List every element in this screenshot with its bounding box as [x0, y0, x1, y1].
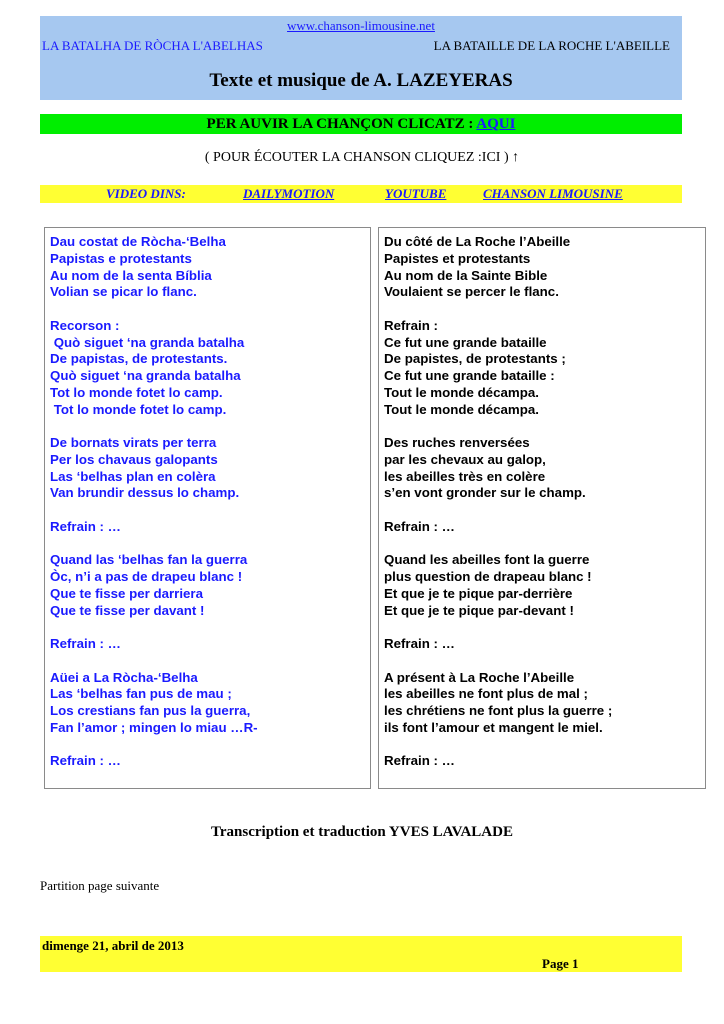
lyric-line: Refrain : — [384, 317, 438, 333]
lyric-line: Et que je te pique par-derrière — [384, 585, 573, 601]
video-label: VIDEO DINS: — [106, 186, 186, 201]
lyric-line: A présent à La Roche l’Abeille — [384, 669, 575, 685]
lyric-line: Tout le monde décampa. — [384, 384, 539, 400]
next-page-note: Partition page suivante — [40, 878, 160, 893]
lyric-line: Refrain : … — [384, 753, 455, 769]
lyric-line: Ce fut une grande bataille : — [384, 368, 555, 383]
lyric-line: Quò siguet ‘na granda batalha — [50, 368, 241, 383]
stanza — [50, 234, 370, 301]
lyric-line: Volian se picar lo flanc. — [50, 284, 197, 300]
lyric-line: Per los chavaus galopants — [50, 451, 218, 467]
youtube-link[interactable]: YOUTUBE — [385, 186, 447, 201]
lyric-line: Quò siguet ‘na granda batalha — [50, 334, 245, 350]
chanson-limousine-link[interactable]: CHANSON LIMOUSINE — [483, 186, 623, 201]
lyric-line: Refrain : … — [50, 636, 121, 651]
lyric-line: Refrain : … — [384, 518, 455, 534]
lyrics-french-box — [378, 227, 706, 789]
lyric-line: De papistes, de protestants ; — [384, 351, 566, 367]
stanza — [384, 234, 705, 301]
lyric-line: Òc, n’i a pas de drapeu blanc ! — [50, 569, 243, 584]
lyric-line: Voulaient se percer le flanc. — [384, 284, 559, 300]
footer-date: dimenge 21, abril de 2013 — [42, 938, 184, 953]
footer-banner — [40, 936, 682, 972]
credit-line: Transcription et traduction YVES LAVALADE — [211, 824, 513, 840]
stanza — [50, 552, 370, 619]
lyric-line: Au nom de la Sainte Bible — [384, 267, 548, 283]
lyric-line: Que te fisse per darriera — [50, 585, 203, 601]
stanza — [50, 753, 370, 770]
lyric-line: Des ruches renversées — [384, 435, 530, 450]
lyric-line: Au nom de la senta Bíblia — [50, 267, 212, 283]
lyric-line: les abeilles très en colère — [384, 468, 546, 484]
dailymotion-link[interactable]: DAILYMOTION — [243, 186, 335, 201]
lyric-line: les abeilles ne font plus de mal ; — [384, 686, 588, 702]
lyric-line: Las ‘belhas plan en colèra — [50, 468, 216, 484]
lyric-line: par les chevaux au galop, — [384, 451, 546, 467]
stanza — [50, 435, 370, 502]
header-banner — [40, 16, 682, 100]
stanza — [50, 318, 370, 419]
stanza — [50, 519, 370, 536]
stanza — [50, 670, 370, 737]
lyric-line: plus question de drapeau blanc ! — [384, 569, 592, 584]
listen-french-note: ( POUR ÉCOUTER LA CHANSON CLIQUEZ :ICI ) ↑ — [204, 150, 520, 165]
lyric-line: Aüei a La Ròcha-‘Belha — [50, 669, 198, 685]
lyrics-occitan-box — [44, 227, 371, 789]
video-banner — [40, 185, 682, 203]
page-number: Page 1 — [542, 956, 579, 971]
lyric-line: Refrain : … — [384, 636, 455, 651]
lyric-line: De papistas, de protestants. — [50, 351, 228, 367]
lyric-line: Que te fisse per davant ! — [50, 602, 205, 618]
stanza — [384, 519, 705, 536]
stanza — [384, 670, 705, 737]
lyric-line: Ce fut une grande bataille — [384, 334, 547, 350]
lyric-line: Van brundir dessus lo champ. — [50, 485, 240, 501]
stanza — [384, 636, 705, 653]
lyric-line: s’en vont gronder sur le champ. — [384, 485, 586, 501]
stanza — [384, 753, 705, 770]
lyric-line: Las ‘belhas fan pus de mau ; — [50, 686, 232, 702]
lyric-line: Tot lo monde fotet lo camp. — [50, 384, 223, 400]
song-title-french: LA BATAILLE DE LA ROCHE L'ABEILLE — [433, 38, 670, 53]
lyric-line: Papistes et protestants — [384, 250, 531, 266]
stanza — [384, 435, 705, 502]
listen-here-link[interactable]: AQUI — [476, 116, 516, 132]
stanza — [384, 318, 705, 419]
lyric-line: ils font l’amour et mangent le miel. — [384, 719, 603, 735]
stanza — [50, 636, 370, 653]
listen-banner — [40, 114, 682, 134]
lyric-line: Du côté de La Roche l’Abeille — [384, 234, 571, 249]
lyric-line: les chrétiens ne font plus la guerre ; — [384, 703, 613, 718]
lyric-line: Quand les abeilles font la guerre — [384, 552, 590, 568]
lyric-line: De bornats virats per terra — [50, 435, 217, 450]
authors-heading: Texte et musique de A. LAZEYERAS — [209, 70, 513, 91]
lyric-line: Quand las ‘belhas fan la guerra — [50, 552, 248, 568]
lyric-line: Fan l’amor ; mingen lo miau …R- — [50, 719, 258, 735]
lyric-line: Recorson : — [50, 317, 120, 333]
lyric-line: Tot lo monde fotet lo camp. — [50, 401, 227, 417]
lyric-line: Dau costat de Ròcha-‘Belha — [50, 234, 226, 249]
lyric-line: Refrain : … — [50, 753, 121, 769]
lyric-line: Papistas e protestants — [50, 250, 192, 266]
stanza — [384, 552, 705, 619]
lyric-line: Et que je te pique par-devant ! — [384, 602, 574, 618]
lyric-line: Tout le monde décampa. — [384, 401, 539, 417]
lyric-line: Refrain : … — [50, 518, 121, 534]
site-url-link[interactable]: www.chanson-limousine.net — [287, 18, 435, 33]
lyric-line: Los crestians fan pus la guerra, — [50, 703, 251, 718]
song-title-occitan: LA BATALHA DE RÒCHA L'ABELHAS — [42, 38, 263, 53]
listen-prefix: PER AUVIR LA CHANÇON CLICATZ : — [206, 116, 477, 132]
